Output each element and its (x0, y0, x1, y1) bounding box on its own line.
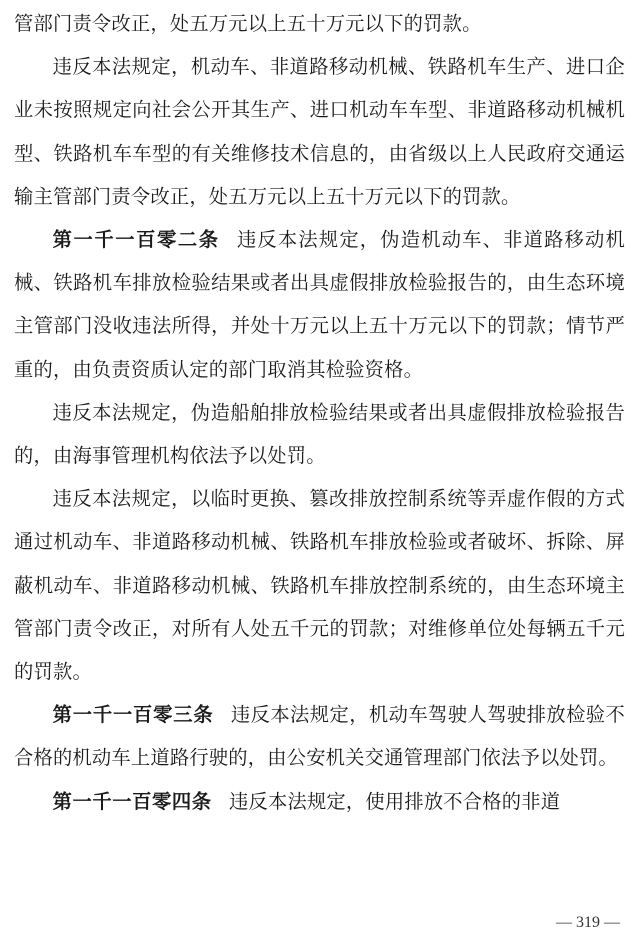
paragraph-2-text: 违反本法规定，机动车、非道路移动机械、铁路机车生产、进口企业未按照规定向社会公开其生产、进口机动车车型、非道路移动机械机型、铁路机车车型的有关维修技术信息的，由省级以上人民政府交通运输主管部门责令改正，处五万元以上五十万元以下的罚款。 (14, 55, 625, 208)
paragraph-5-text: 违反本法规定，以临时更换、篡改排放控制系统等弄虚作假的方式通过机动车、非道路移动机械、铁路机车排放检验或者破坏、拆除、屏蔽机动车、非道路移动机械、铁路机车排放控制系统的，由生态环境主管部门责令改正，对所有人处五千元的罚款；对维修单位处每辆五千元的罚款。 (14, 487, 625, 684)
body-text (14, 2, 625, 823)
paragraph-2 (14, 45, 625, 218)
article-1104-text: 违反本法规定，使用排放不合格的非道 (229, 789, 561, 813)
article-1104-heading: 第一千一百零四条 (52, 789, 212, 813)
paragraph-1 (14, 2, 625, 45)
article-1103 (14, 693, 625, 779)
article-1103-heading: 第一千一百零三条 (52, 703, 214, 727)
article-1102 (14, 218, 625, 391)
paragraph-4-text: 违反本法规定，伪造船舶排放检验结果或者出具虚假排放检验报告的，由海事管理机构依法予以处罚。 (14, 400, 625, 468)
paragraph-1-text: 管部门责令改正，处五万元以上五十万元以下的罚款。 (14, 12, 482, 35)
paragraph-4 (14, 391, 625, 477)
page-number: — 319 — (556, 914, 620, 931)
article-1102-heading: 第一千一百零二条 (52, 228, 220, 252)
paragraph-5 (14, 477, 625, 693)
article-1102-text: 违反本法规定，伪造机动车、非道路移动机械、铁路机车排放检验结果或者出具虚假排放检验报告的，由生态环境主管部门没收违法所得，并处十万元以上五十万元以下的罚款；情节严重的，由负责资质认定的部门取消其检验资格。 (14, 228, 625, 381)
article-1104 (14, 780, 625, 823)
article-1103-text: 违反本法规定，机动车驾驶人驾驶排放检验不合格的机动车上道路行驶的，由公安机关交通管理部门依法予以处罚。 (14, 703, 625, 770)
